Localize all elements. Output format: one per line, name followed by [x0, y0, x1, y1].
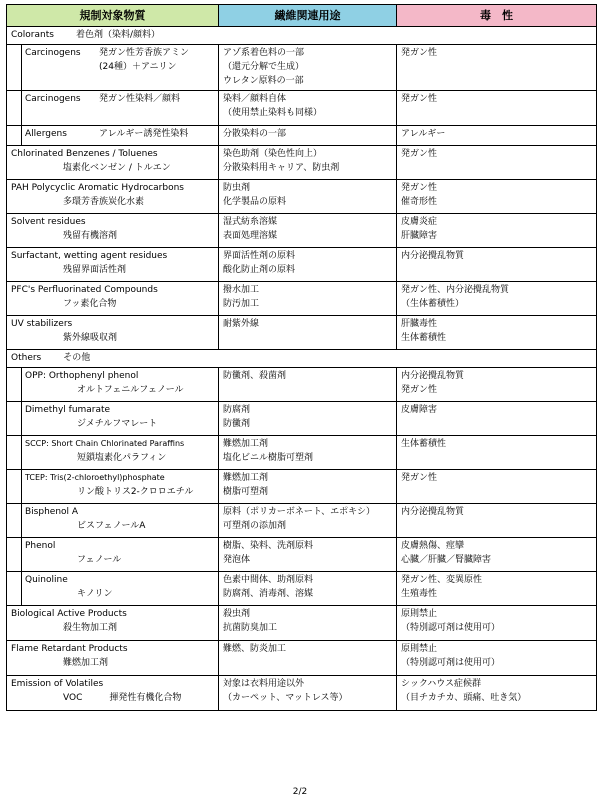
toxicity-line: アレルギー: [401, 129, 446, 139]
substance-cell: [7, 470, 219, 504]
textile-use-line: 抗菌防臭加工: [223, 623, 278, 633]
table-row: [7, 368, 597, 402]
toxicity-line: シックハウス症候群: [401, 679, 482, 689]
toxicity-line: 内分泌攪乱物質: [401, 251, 465, 261]
textile-use-line: 可塑剤の添加剤: [223, 521, 287, 531]
group-title-en: Others: [11, 353, 42, 363]
table-row: [7, 676, 597, 711]
table-row: [7, 126, 597, 146]
substance-name-jp: 殺生物加工剤: [63, 623, 118, 633]
textile-use-line: 染色助剤（染色性向上）: [223, 149, 323, 159]
textile-use-line: （還元分解で生成）: [223, 62, 305, 72]
textile-use-line: 難燃、防炎加工: [223, 644, 287, 654]
group-title-en: Colorants: [11, 30, 54, 40]
table-row: [7, 436, 597, 470]
substance-cell: [7, 676, 219, 711]
textile-use-cell: [219, 470, 397, 504]
toxicity-line: （特別認可剤は使用可）: [401, 623, 501, 633]
toxicity-line: 生体蓄積性: [401, 439, 447, 449]
textile-use-line: （使用禁止染料も同様）: [223, 108, 323, 118]
toxicity-line: 発ガン性: [401, 473, 438, 483]
textile-use-line: ウレタン原料の一部: [223, 76, 304, 86]
textile-use-cell: [219, 45, 397, 91]
toxicity-cell: [397, 91, 597, 126]
toxicity-cell: [397, 470, 597, 504]
textile-use-line: 防虫剤: [223, 183, 251, 193]
textile-use-line: 原料（ポリカーボネート、エポキシ）: [223, 507, 376, 517]
textile-use-cell: [219, 126, 397, 146]
substance-name-en: Quinoline: [25, 575, 68, 585]
colorants-group-row: [7, 27, 597, 45]
substance-cell: [7, 368, 219, 402]
substance-name-jp: キノリン: [77, 589, 113, 599]
table-row: [7, 402, 597, 436]
regulated-substances-table: [6, 4, 597, 711]
substance-cell: [7, 146, 219, 180]
toxicity-cell: [397, 538, 597, 572]
textile-use-line: 難燃加工剤: [223, 439, 269, 449]
others-group-row: [7, 350, 597, 368]
toxicity-cell: [397, 282, 597, 316]
toxicity-line: 内分泌攪乱物質: [401, 371, 465, 381]
table-row: [7, 146, 597, 180]
toxicity-cell: [397, 368, 597, 402]
textile-use-line: 防腐剤: [223, 405, 251, 415]
textile-use-cell: [219, 368, 397, 402]
substance-name-jp: ジメチルフマレート: [77, 419, 158, 429]
table-row: [7, 316, 597, 350]
toxicity-cell: [397, 572, 597, 606]
textile-use-cell: [219, 91, 397, 126]
toxicity-line: 発ガン性: [401, 48, 438, 58]
substance-name-en: UV stabilizers: [11, 319, 73, 329]
toxicity-line: 発ガン性: [401, 94, 438, 104]
toxicity-cell: [397, 436, 597, 470]
substance-cell: [7, 91, 219, 126]
toxicity-line: 生体蓄積性: [401, 333, 447, 343]
others-group-row-cell: [7, 350, 597, 368]
substance-cell: [7, 606, 219, 641]
table-row: [7, 45, 597, 91]
table-row: [7, 214, 597, 248]
substance-name-en: Carcinogens: [25, 48, 81, 58]
header-textile-use: 繊維関連用途: [219, 5, 397, 27]
substance-name-jp: 短鎖塩素化パラフィン: [77, 453, 167, 463]
substance-name-en: SCCP: Short Chain Chlorinated Paraffins: [25, 439, 185, 448]
toxicity-line: （生体蓄積性）: [401, 299, 465, 309]
toxicity-line: （目チカチカ、頭痛、吐き気）: [401, 693, 527, 703]
substance-name-en: Bisphenol A: [25, 507, 79, 517]
textile-use-cell: [219, 504, 397, 538]
textile-use-line: 染料／顔料自体: [223, 94, 287, 104]
toxicity-cell: [397, 504, 597, 538]
substance-cell: [7, 641, 219, 676]
substance-name-jp: オルトフェニルフェノール: [77, 385, 184, 395]
textile-use-cell: [219, 214, 397, 248]
toxicity-cell: [397, 180, 597, 214]
table-row: [7, 180, 597, 214]
textile-use-cell: [219, 248, 397, 282]
substance-cell: [7, 316, 219, 350]
substance-name-jp: ビスフェノールA: [77, 521, 146, 531]
textile-use-line: 化学製品の原料: [223, 197, 287, 207]
table-row: [7, 282, 597, 316]
substance-name-en: Surfactant, wetting agent residues: [11, 251, 168, 261]
substance-cell: [7, 572, 219, 606]
substance-name-jp: 塩素化ベンゼン / トルエン: [63, 163, 171, 173]
textile-use-cell: [219, 641, 397, 676]
substance-cell: [7, 180, 219, 214]
textile-use-cell: [219, 572, 397, 606]
substance-name-jp: 発ガン性芳香族アミン: [99, 48, 190, 58]
substance-name-jp: 紫外線吸収剤: [63, 333, 118, 343]
substance-name-en: TCEP: Tris(2-chloroethyl)phosphate: [25, 473, 165, 482]
substance-name-jp: 発ガン性染料／顔料: [99, 94, 181, 104]
table-row: [7, 91, 597, 126]
substance-cell: [7, 538, 219, 572]
substance-name-en: Solvent residues: [11, 217, 86, 227]
textile-use-line: （カーペット、マットレス等）: [223, 693, 348, 703]
toxicity-line: 発ガン性: [401, 149, 438, 159]
table-row: [7, 538, 597, 572]
toxicity-line: 発ガン性: [401, 385, 438, 395]
substance-name-jp: 残留有機溶剤: [63, 231, 118, 241]
substance-name-en: Carcinogens: [25, 94, 81, 104]
toxicity-line: 内分泌攪乱物質: [401, 507, 465, 517]
substance-cell: [7, 214, 219, 248]
textile-use-line: 対象は衣料用途以外: [223, 679, 305, 689]
group-title-jp: 着色剤（染料/顔料）: [75, 30, 160, 40]
substance-cell: [7, 436, 219, 470]
substance-name-en: OPP: Orthophenyl phenol: [25, 371, 139, 381]
toxicity-line: 発ガン性: [401, 183, 438, 193]
textile-use-line: 防汚加工: [223, 299, 260, 309]
textile-use-cell: [219, 180, 397, 214]
substance-name-en: Allergens: [25, 129, 67, 139]
substance-name-jp: フェノール: [77, 555, 122, 565]
substance-name-en: PFC's Perfluorinated Compounds: [11, 285, 158, 295]
textile-use-line: 防黴剤: [223, 419, 251, 429]
substance-name-jp: 難燃加工剤: [63, 658, 109, 668]
toxicity-line: 肝臓障害: [401, 231, 438, 241]
textile-use-line: 発泡体: [223, 555, 251, 565]
substance-name-en: Dimethyl fumarate: [25, 405, 111, 415]
table-row: [7, 248, 597, 282]
textile-use-line: 酸化防止剤の原料: [223, 265, 296, 275]
substance-name-jp: フッ素化合物: [63, 299, 117, 309]
substance-name-en: Biological Active Products: [11, 609, 127, 619]
toxicity-line: 生殖毒性: [401, 589, 438, 599]
substance-name-en: Chlorinated Benzenes / Toluenes: [11, 149, 158, 159]
textile-use-line: 樹脂、染料、洗剤原料: [223, 541, 314, 551]
toxicity-cell: [397, 126, 597, 146]
textile-use-line: 分散染料用キャリア、防虫剤: [223, 163, 340, 173]
textile-use-cell: [219, 538, 397, 572]
toxicity-cell: [397, 316, 597, 350]
substance-cell: [7, 504, 219, 538]
group-title-jp: その他: [63, 353, 91, 363]
toxicity-cell: [397, 402, 597, 436]
substance-name-en: Emission of Volatiles: [11, 679, 104, 689]
textile-use-line: 樹脂可塑剤: [223, 487, 269, 497]
toxicity-line: 原則禁止: [401, 609, 438, 619]
substance-cell: [7, 402, 219, 436]
header-substance: 規制対象物質: [7, 5, 219, 27]
table-row: [7, 470, 597, 504]
toxicity-line: 肝臓毒性: [401, 319, 438, 329]
substance-name-jp: 多環芳香族炭化水素: [63, 197, 145, 207]
substance-name-en: [25, 60, 99, 74]
toxicity-cell: [397, 676, 597, 711]
textile-use-cell: [219, 316, 397, 350]
substance-name-jp: VOC 揮発性有機化合物: [63, 693, 182, 703]
textile-use-line: 防黴剤、殺菌剤: [223, 371, 287, 381]
substance-name-jp: (24種）＋アニリン: [99, 62, 177, 72]
toxicity-cell: [397, 146, 597, 180]
toxicity-line: 発ガン性、変異原性: [401, 575, 483, 585]
toxicity-cell: [397, 214, 597, 248]
substance-cell: [7, 126, 219, 146]
textile-use-cell: [219, 146, 397, 180]
textile-use-line: 撥水加工: [223, 285, 260, 295]
toxicity-cell: [397, 248, 597, 282]
substance-cell: [7, 45, 219, 91]
textile-use-line: 塩化ビニル樹脂可塑剤: [223, 453, 314, 463]
toxicity-cell: [397, 641, 597, 676]
table-row: [7, 504, 597, 538]
substance-cell: [7, 282, 219, 316]
table-row: [7, 606, 597, 641]
substance-name-en: Flame Retardant Products: [11, 644, 128, 654]
substance-name-en: Phenol: [25, 541, 56, 551]
toxicity-line: 皮膚炎症: [401, 217, 438, 227]
header-toxicity: 毒 性: [397, 5, 597, 27]
textile-use-cell: [219, 436, 397, 470]
textile-use-cell: [219, 606, 397, 641]
table-row: [7, 572, 597, 606]
textile-use-line: 湿式紡糸溶媒: [223, 217, 278, 227]
toxicity-cell: [397, 45, 597, 91]
toxicity-line: 心臓／肝臓／腎臓障害: [401, 555, 492, 565]
textile-use-line: 分散染料の一部: [223, 129, 287, 139]
substance-name-jp: リン酸トリス2-クロロエチル: [77, 487, 194, 497]
toxicity-line: 発ガン性、内分泌攪乱物質: [401, 285, 510, 295]
substance-cell: [7, 248, 219, 282]
toxicity-line: 皮膚障害: [401, 405, 438, 415]
textile-use-cell: [219, 282, 397, 316]
substance-name-jp: 残留界面活性剤: [63, 265, 127, 275]
textile-use-line: アゾ系着色料の一部: [223, 48, 305, 58]
page-number: 2/2: [292, 787, 308, 797]
colorants-group-row-cell: [7, 27, 597, 45]
textile-use-line: 殺虫剤: [223, 609, 251, 619]
substance-name-jp: アレルギー誘発性染料: [99, 129, 189, 139]
toxicity-line: （特別認可剤は使用可）: [401, 658, 501, 668]
textile-use-cell: [219, 402, 397, 436]
textile-use-line: 防腐剤、消毒剤、溶媒: [223, 589, 314, 599]
textile-use-line: 難燃加工剤: [223, 473, 269, 483]
toxicity-line: 原則禁止: [401, 644, 438, 654]
table-row: [7, 641, 597, 676]
textile-use-line: 色素中間体、助剤原料: [223, 575, 314, 585]
textile-use-line: 耐紫外線: [223, 319, 260, 329]
textile-use-line: 界面活性剤の原料: [223, 251, 296, 261]
table-header-row: [7, 5, 597, 27]
toxicity-line: 催奇形性: [401, 197, 438, 207]
substance-name-en: PAH Polycyclic Aromatic Hydrocarbons: [11, 183, 184, 193]
toxicity-cell: [397, 606, 597, 641]
toxicity-line: 皮膚熱傷、痙攣: [401, 541, 465, 551]
textile-use-cell: [219, 676, 397, 711]
textile-use-line: 表面処理溶媒: [223, 231, 278, 241]
